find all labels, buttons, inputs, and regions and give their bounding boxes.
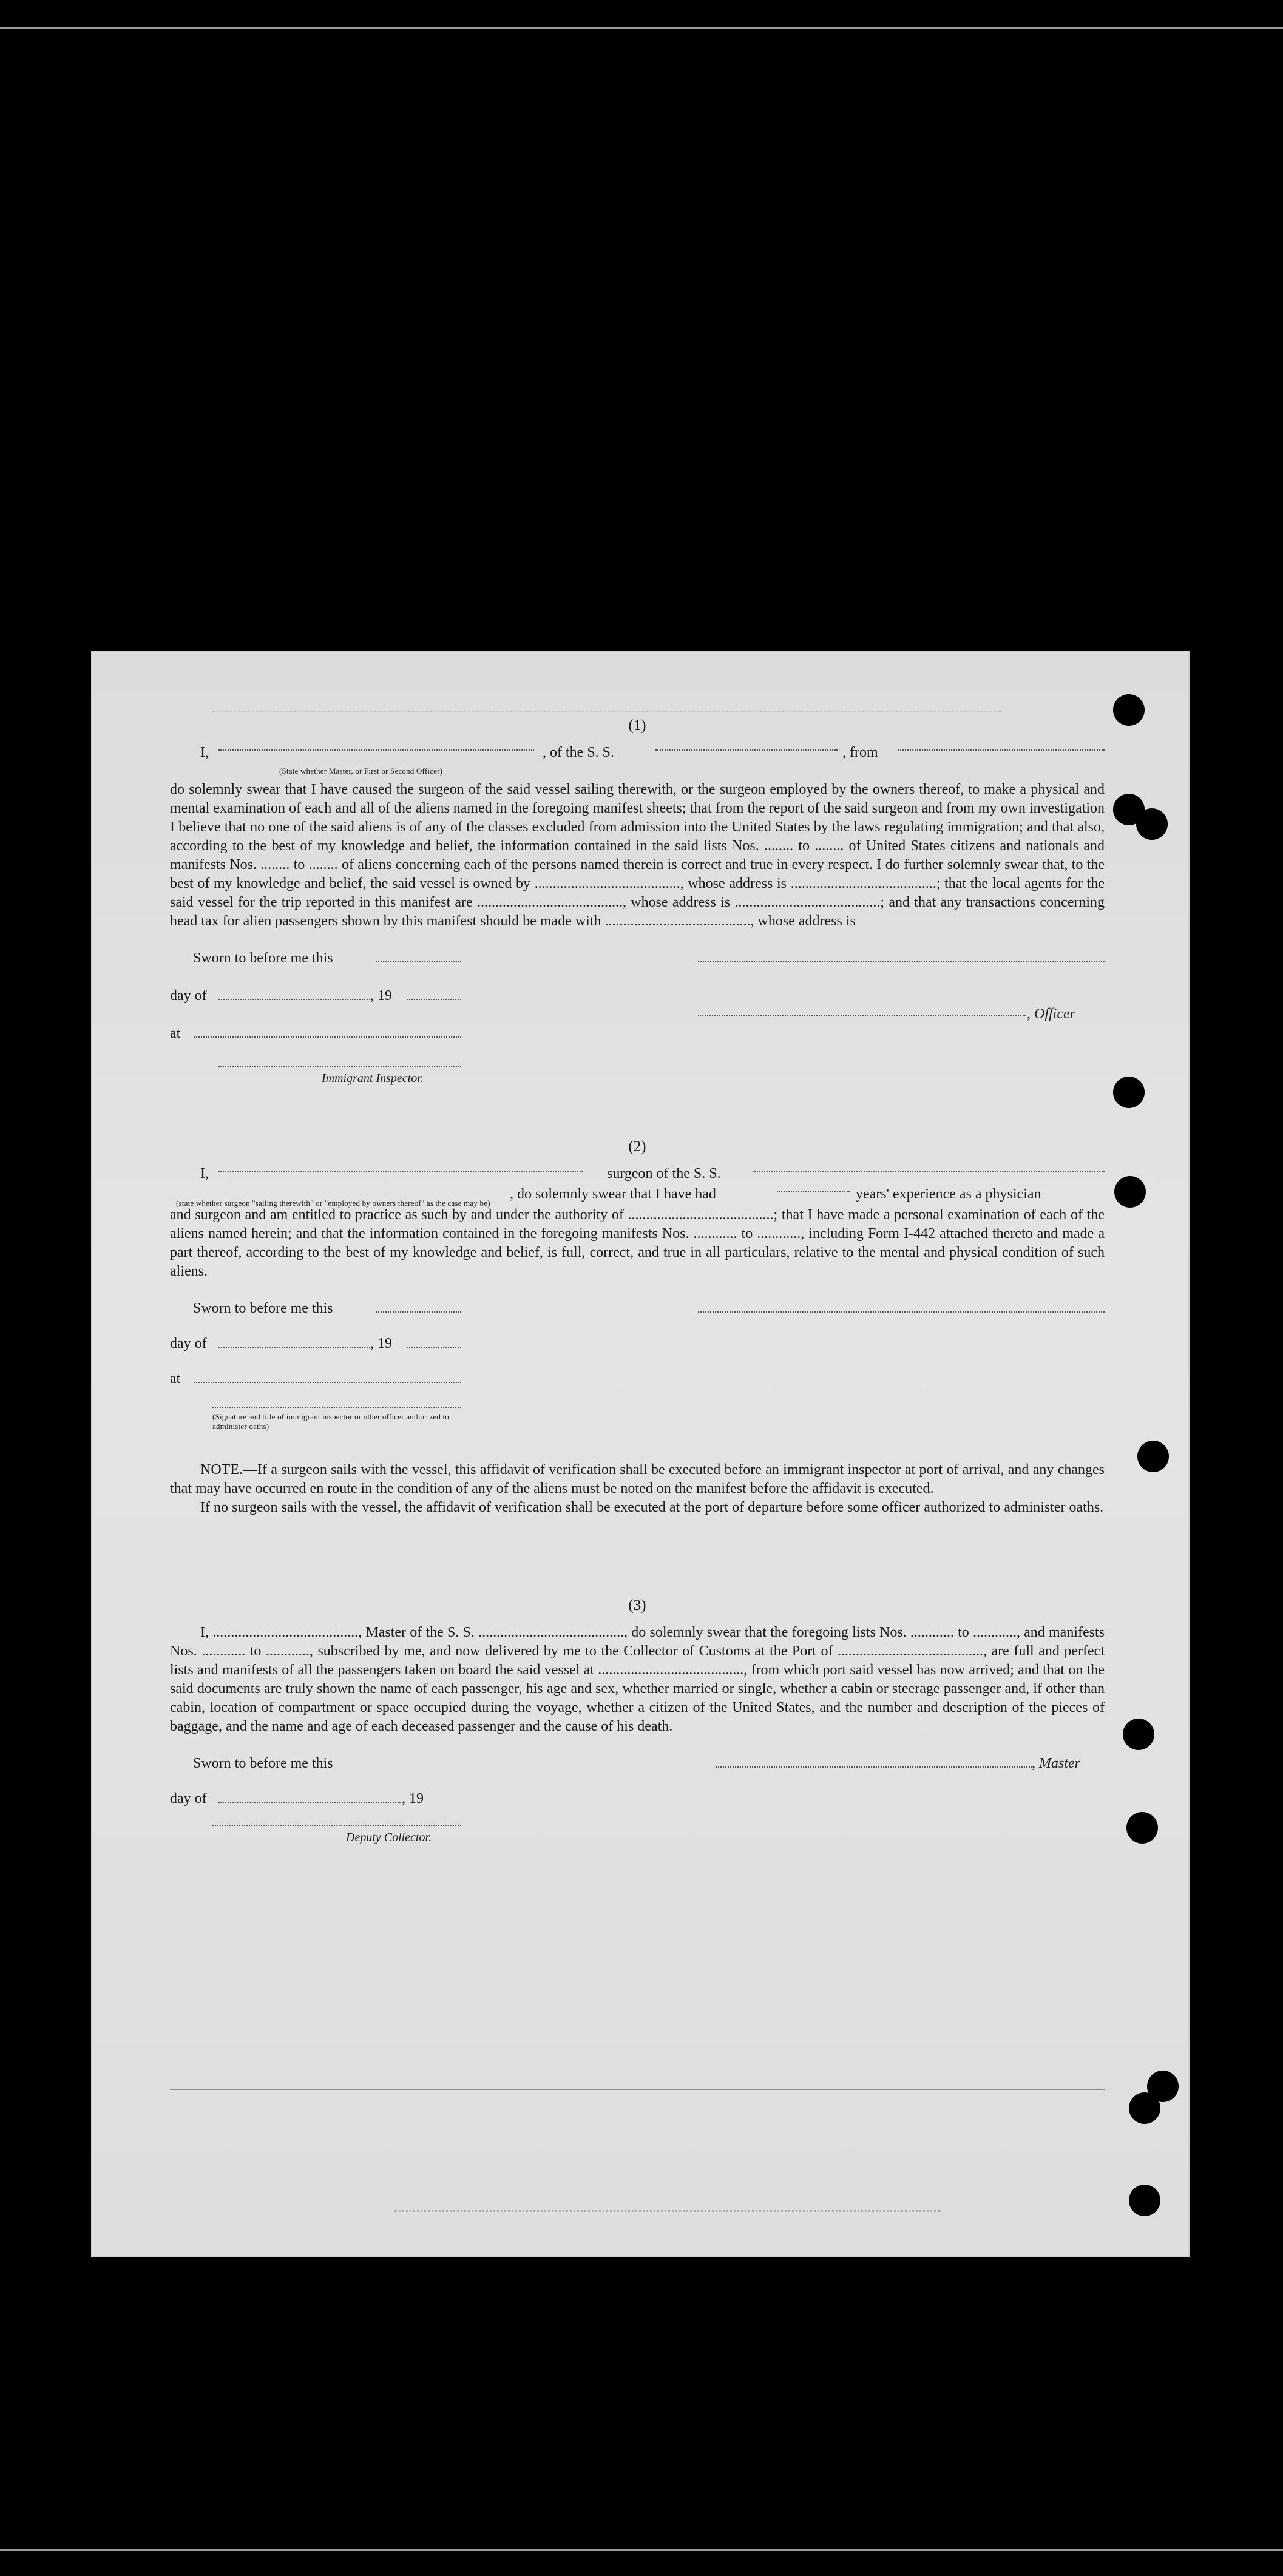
section-1-sworn: Sworn to before me this <box>193 950 333 966</box>
note-label: NOTE. <box>200 1462 243 1478</box>
section-2-heading-line <box>170 1165 1105 1185</box>
section-2-body: and surgeon and am entitled to practice as such by and under the authority of ........................................; that I have made a personal examination of each of the aliens named herein; and that the information contained in the foregoing manifests Nos. ............ to ............, including Form I-442 attached thereto and made a part thereof, according to the best of my knowledge and belief, is full, correct, and true in all particulars, relative to the mental and physical condition of such aliens. <box>170 1207 1105 1279</box>
section-2-surgeon-of: surgeon of the S. S. <box>607 1166 721 1182</box>
affidavit-page <box>91 651 1190 2257</box>
section-1-i: I, <box>200 745 209 760</box>
section-2-sworn-block <box>170 1299 1105 1451</box>
section-2-day-of: day of <box>170 1336 207 1351</box>
section-3-number: (3) <box>628 1597 646 1614</box>
punch-hole <box>1137 1441 1169 1472</box>
section-1-officer: , Officer <box>1027 1006 1075 1022</box>
bleed-through-marks <box>394 2210 941 2224</box>
punch-hole <box>1114 1176 1146 1208</box>
section-1-year: , 19 <box>370 988 392 1004</box>
section-3-signer: Deputy Collector. <box>346 1831 432 1844</box>
section-2-caption: (state whether surgeon "sailing therewith" or "employed by owners thereof" as the case may be) <box>176 1198 490 1208</box>
section-2-swear: , do solemnly swear that I have had <box>510 1186 716 1202</box>
film-edge-bottom <box>0 2549 1283 2551</box>
section-3-sworn: Sworn to before me this <box>193 1756 333 1771</box>
note-text-1: —If a surgeon sails with the vessel, this affidavit of verification shall be executed before an immigrant inspector at port of arrival, and any changes that may have occurred en route in the condition of any of the aliens must be noted on the manifest before the affidavit is executed. <box>170 1462 1105 1496</box>
section-1-signer: Immigrant Inspector. <box>322 1072 424 1085</box>
section-3-year: , 19 <box>402 1791 424 1807</box>
section-2-swear-line <box>170 1185 1105 1206</box>
section-2-year: , 19 <box>370 1336 392 1351</box>
punch-hole <box>1113 694 1145 726</box>
section-2-sig-caption: (Signature and title of immigrant inspector or other officer authorized to administer oaths) <box>212 1412 449 1431</box>
section-3-day-of: day of <box>170 1791 207 1807</box>
section-1-at: at <box>170 1026 181 1041</box>
section-2-years: years' experience as a physician <box>856 1186 1041 1202</box>
section-2-sworn: Sworn to before me this <box>193 1300 333 1316</box>
section-1-heading-line <box>170 743 1105 764</box>
section-1-number: (1) <box>628 717 646 734</box>
punch-hole <box>1126 1812 1158 1844</box>
film-edge-top <box>0 27 1283 29</box>
section-1-body: do solemnly swear that I have caused the surgeon of the said vessel sailing therewith, or the surgeon employed by the owners thereof, to make a physical and mental examination of each and all of the aliens named in the foregoing manifest sheets; that from the report of the said surgeon and from my own investigation I believe that no one of the said aliens is of any of the classes excluded from admission into the United States by the laws regulating immigration; and that also, according to the best of my knowledge and belief, the information contained in the said lists Nos. ........ to ........ of United States citizens and nationals and manifests Nos. ........ to ........ of aliens concerning each of the persons named therein is correct and true in every respect. I do further solemnly swear that, to the best of my knowledge and belief, the said vessel is owned by ........................................, whose address is ........................................; that the local agents for the said vessel for the trip reported in this manifest are ........................................, whose address is ........................................; and that any transactions concerning head tax for alien passengers shown by this manifest should be made with ........................................, whose address is <box>170 782 1105 929</box>
section-1-from: , from <box>842 745 878 760</box>
punch-hole <box>1129 2185 1160 2216</box>
punch-hole <box>1123 1719 1154 1750</box>
section-3-sworn-block <box>170 1754 1105 1851</box>
section-1-sworn-block <box>170 949 1105 1101</box>
bleed-through-marks <box>212 711 1001 737</box>
section-2-at: at <box>170 1371 181 1387</box>
section-3-body: I, ........................................, Master of the S. S. ........................................, do solemnly swear that the foregoing lists Nos. ............ to ............, and manifests Nos. ............ to ............, subscribed by me, and now delivered by me to the Collector of Customs at the Port of ........................................, are full and perfect lists and manifests of all the passengers taken on board the said vessel at ........................................, from which port said vessel has now arrived; and that on the said documents are truly shown the name of each passenger, his age and sex, whether married or single, whether a cabin or steerage passenger and, if other than cabin, location of compartment or space occupied during the voyage, whether a citizen of the United States, and the number and description of the pieces of baggage, and the name and age of each deceased passenger and the cause of his death. <box>170 1624 1105 1734</box>
section-2-i: I, <box>200 1166 209 1182</box>
section-2-number: (2) <box>628 1138 646 1155</box>
section-1-officer-caption: (State whether Master, or First or Second Officer) <box>279 766 443 776</box>
section-1-of-ss: , of the S. S. <box>543 745 615 760</box>
section-2-note <box>170 1461 1105 1517</box>
punch-hole <box>1113 1077 1145 1108</box>
punch-hole <box>1129 2092 1160 2124</box>
document-body <box>170 711 1105 1851</box>
section-1-day-of: day of <box>170 988 207 1004</box>
note-text-2: If no surgeon sails with the vessel, the affidavit of verification shall be executed at the port of departure before some officer authorized to administer oaths. <box>200 1499 1104 1515</box>
section-3-master: , Master <box>1032 1756 1080 1771</box>
punch-hole <box>1136 808 1168 840</box>
closing-rule <box>170 2089 1105 2090</box>
